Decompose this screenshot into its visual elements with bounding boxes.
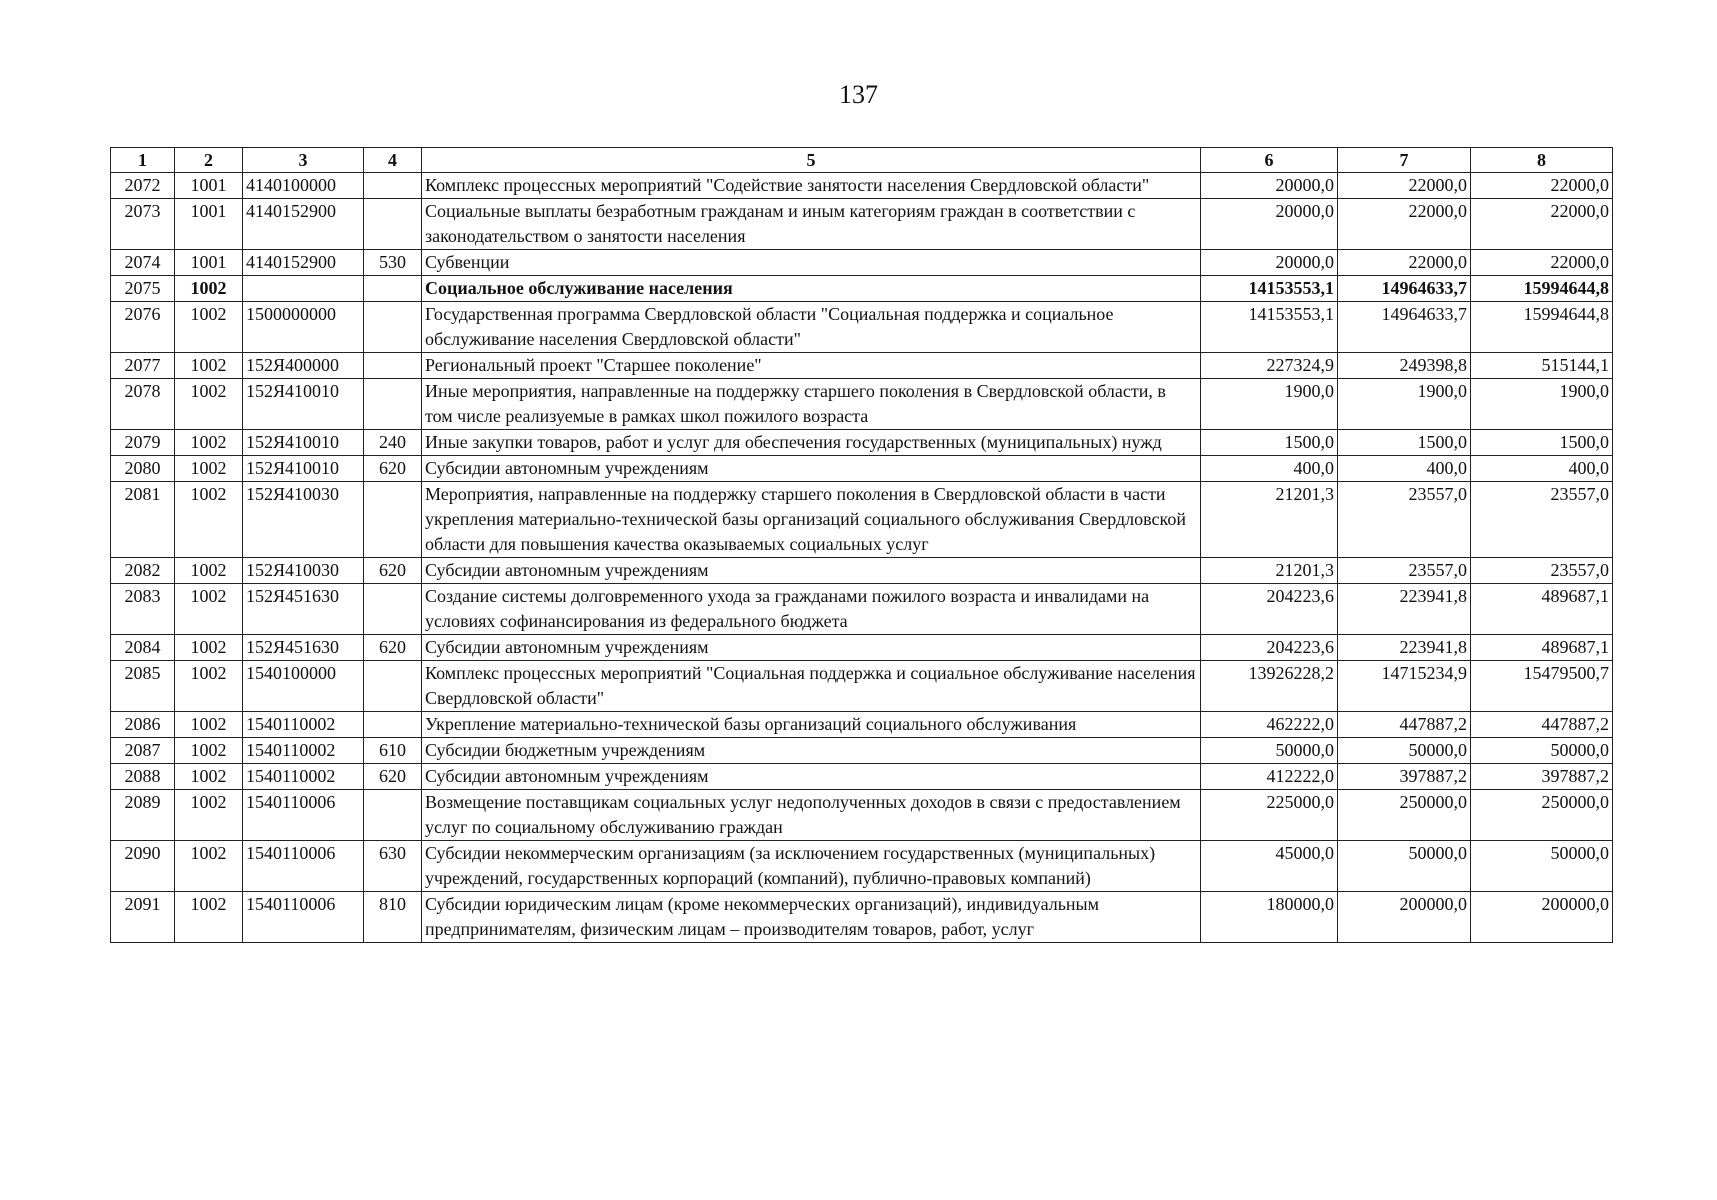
amount-col-8: 1900,0 [1471, 379, 1613, 430]
section-code: 1002 [175, 790, 243, 841]
section-code: 1002 [175, 482, 243, 558]
amount-col-6: 204223,6 [1201, 584, 1338, 635]
amount-col-8: 23557,0 [1471, 482, 1613, 558]
row-number: 2086 [111, 712, 175, 738]
row-number: 2076 [111, 302, 175, 353]
section-code: 1002 [175, 302, 243, 353]
section-code: 1001 [175, 250, 243, 276]
amount-col-7: 23557,0 [1338, 558, 1471, 584]
target-article-code: 1540110006 [243, 841, 364, 892]
amount-col-8: 1500,0 [1471, 430, 1613, 456]
amount-col-6: 180000,0 [1201, 892, 1338, 943]
item-name: Субсидии автономным учреждениям [422, 635, 1201, 661]
target-article-code: 1540110002 [243, 764, 364, 790]
header-cell: 3 [243, 148, 364, 173]
target-article-code: 152Я410030 [243, 558, 364, 584]
target-article-code: 4140152900 [243, 199, 364, 250]
target-article-code: 152Я410010 [243, 379, 364, 430]
amount-col-6: 21201,3 [1201, 482, 1338, 558]
expense-type-code: 530 [364, 250, 422, 276]
table-row [111, 764, 1613, 790]
row-number: 2087 [111, 738, 175, 764]
table-row [111, 712, 1613, 738]
header-cell: 5 [422, 148, 1201, 173]
amount-col-7: 250000,0 [1338, 790, 1471, 841]
amount-col-6: 21201,3 [1201, 558, 1338, 584]
table-row [111, 353, 1613, 379]
amount-col-8: 22000,0 [1471, 250, 1613, 276]
amount-col-8: 489687,1 [1471, 584, 1613, 635]
table-row [111, 276, 1613, 302]
header-cell: 7 [1338, 148, 1471, 173]
amount-col-6: 50000,0 [1201, 738, 1338, 764]
row-number: 2078 [111, 379, 175, 430]
amount-col-6: 225000,0 [1201, 790, 1338, 841]
amount-col-8: 15479500,7 [1471, 661, 1613, 712]
item-name: Иные мероприятия, направленные на поддержку старшего поколения в Свердловской области, в том числе реализуемые в рамках школ пожилого возраста [422, 379, 1201, 430]
row-number: 2090 [111, 841, 175, 892]
expense-type-code [364, 661, 422, 712]
section-code: 1002 [175, 353, 243, 379]
row-number: 2077 [111, 353, 175, 379]
expense-type-code [364, 302, 422, 353]
section-code: 1001 [175, 199, 243, 250]
amount-col-7: 50000,0 [1338, 841, 1471, 892]
amount-col-8: 15994644,8 [1471, 302, 1613, 353]
amount-col-6: 20000,0 [1201, 250, 1338, 276]
expense-type-code [364, 199, 422, 250]
amount-col-7: 22000,0 [1338, 173, 1471, 199]
table-row [111, 482, 1613, 558]
expense-type-code: 630 [364, 841, 422, 892]
amount-col-6: 227324,9 [1201, 353, 1338, 379]
header-cell: 2 [175, 148, 243, 173]
amount-col-7: 50000,0 [1338, 738, 1471, 764]
amount-col-6: 45000,0 [1201, 841, 1338, 892]
target-article-code [243, 276, 364, 302]
item-name: Мероприятия, направленные на поддержку старшего поколения в Свердловской области в части укрепления материально-технической базы организаций социального обслуживания Свердловской области для повышения качества оказываемых социальных услуг [422, 482, 1201, 558]
row-number: 2074 [111, 250, 175, 276]
table-row [111, 430, 1613, 456]
amount-col-7: 223941,8 [1338, 584, 1471, 635]
section-code: 1002 [175, 379, 243, 430]
amount-col-7: 14964633,7 [1338, 302, 1471, 353]
expense-type-code [364, 379, 422, 430]
section-code: 1002 [175, 430, 243, 456]
item-name: Социальные выплаты безработным гражданам и иным категориям граждан в соответствии с законодательством о занятости населения [422, 199, 1201, 250]
amount-col-7: 400,0 [1338, 456, 1471, 482]
target-article-code: 152Я410010 [243, 430, 364, 456]
amount-col-8: 50000,0 [1471, 738, 1613, 764]
section-code: 1002 [175, 276, 243, 302]
amount-col-6: 462222,0 [1201, 712, 1338, 738]
table-row [111, 302, 1613, 353]
amount-col-8: 15994644,8 [1471, 276, 1613, 302]
expense-type-code: 810 [364, 892, 422, 943]
target-article-code: 152Я451630 [243, 635, 364, 661]
amount-col-6: 20000,0 [1201, 173, 1338, 199]
item-name: Субвенции [422, 250, 1201, 276]
section-code: 1001 [175, 173, 243, 199]
table-body [111, 173, 1613, 943]
item-name: Субсидии автономным учреждениям [422, 764, 1201, 790]
page-number: 137 [839, 80, 878, 109]
amount-col-6: 14153553,1 [1201, 302, 1338, 353]
section-code: 1002 [175, 584, 243, 635]
target-article-code: 152Я400000 [243, 353, 364, 379]
item-name: Субсидии автономным учреждениям [422, 456, 1201, 482]
section-code: 1002 [175, 661, 243, 712]
item-name: Укрепление материально-технической базы организаций социального обслуживания [422, 712, 1201, 738]
item-name: Субсидии юридическим лицам (кроме некоммерческих организаций), индивидуальным предпринимателям, физическим лицам – производителям товаров, работ, услуг [422, 892, 1201, 943]
item-name: Субсидии некоммерческим организациям (за исключением государственных (муниципальных) учреждений, государственных корпораций (компаний), публично-правовых компаний) [422, 841, 1201, 892]
expense-type-code [364, 173, 422, 199]
row-number: 2079 [111, 430, 175, 456]
amount-col-8: 22000,0 [1471, 199, 1613, 250]
item-name: Иные закупки товаров, работ и услуг для обеспечения государственных (муниципальных) нужд [422, 430, 1201, 456]
target-article-code: 152Я410030 [243, 482, 364, 558]
table-row [111, 661, 1613, 712]
row-number: 2081 [111, 482, 175, 558]
expense-type-code: 620 [364, 635, 422, 661]
row-number: 2072 [111, 173, 175, 199]
section-code: 1002 [175, 841, 243, 892]
target-article-code: 1540110006 [243, 892, 364, 943]
row-number: 2085 [111, 661, 175, 712]
amount-col-6: 20000,0 [1201, 199, 1338, 250]
amount-col-8: 22000,0 [1471, 173, 1613, 199]
expense-type-code: 240 [364, 430, 422, 456]
target-article-code: 1540110006 [243, 790, 364, 841]
row-number: 2084 [111, 635, 175, 661]
item-name: Социальное обслуживание населения [422, 276, 1201, 302]
table-row [111, 841, 1613, 892]
amount-col-8: 200000,0 [1471, 892, 1613, 943]
expense-type-code [364, 712, 422, 738]
section-code: 1002 [175, 738, 243, 764]
row-number: 2082 [111, 558, 175, 584]
section-code: 1002 [175, 456, 243, 482]
amount-col-7: 223941,8 [1338, 635, 1471, 661]
section-code: 1002 [175, 558, 243, 584]
amount-col-6: 400,0 [1201, 456, 1338, 482]
expense-type-code [364, 276, 422, 302]
header-row [111, 148, 1613, 173]
amount-col-8: 250000,0 [1471, 790, 1613, 841]
header-cell: 6 [1201, 148, 1338, 173]
expense-type-code: 620 [364, 558, 422, 584]
item-name: Субсидии бюджетным учреждениям [422, 738, 1201, 764]
amount-col-7: 22000,0 [1338, 199, 1471, 250]
amount-col-6: 14153553,1 [1201, 276, 1338, 302]
table-row [111, 379, 1613, 430]
amount-col-7: 1500,0 [1338, 430, 1471, 456]
amount-col-8: 50000,0 [1471, 841, 1613, 892]
amount-col-8: 489687,1 [1471, 635, 1613, 661]
row-number: 2075 [111, 276, 175, 302]
amount-col-7: 1900,0 [1338, 379, 1471, 430]
budget-table [110, 147, 1613, 943]
table-row [111, 584, 1613, 635]
row-number: 2080 [111, 456, 175, 482]
item-name: Комплекс процессных мероприятий "Социальная поддержка и социальное обслуживание населения Свердловской области" [422, 661, 1201, 712]
amount-col-7: 23557,0 [1338, 482, 1471, 558]
header-cell: 1 [111, 148, 175, 173]
section-code: 1002 [175, 764, 243, 790]
target-article-code: 4140152900 [243, 250, 364, 276]
table-row [111, 892, 1613, 943]
section-code: 1002 [175, 892, 243, 943]
amount-col-7: 200000,0 [1338, 892, 1471, 943]
amount-col-6: 13926228,2 [1201, 661, 1338, 712]
header-cell: 4 [364, 148, 422, 173]
row-number: 2089 [111, 790, 175, 841]
table-row [111, 790, 1613, 841]
target-article-code: 1540110002 [243, 712, 364, 738]
row-number: 2083 [111, 584, 175, 635]
amount-col-7: 397887,2 [1338, 764, 1471, 790]
header-cell: 8 [1471, 148, 1613, 173]
row-number: 2073 [111, 199, 175, 250]
expense-type-code: 620 [364, 456, 422, 482]
amount-col-8: 397887,2 [1471, 764, 1613, 790]
item-name: Возмещение поставщикам социальных услуг недополученных доходов в связи с предоставлением услуг по социальному обслуживанию граждан [422, 790, 1201, 841]
item-name: Создание системы долговременного ухода за гражданами пожилого возраста и инвалидами на условиях софинансирования из федерального бюджета [422, 584, 1201, 635]
amount-col-6: 1900,0 [1201, 379, 1338, 430]
expense-type-code: 610 [364, 738, 422, 764]
amount-col-8: 400,0 [1471, 456, 1613, 482]
target-article-code: 1540100000 [243, 661, 364, 712]
row-number: 2091 [111, 892, 175, 943]
item-name: Государственная программа Свердловской области "Социальная поддержка и социальное обслуживание населения Свердловской области" [422, 302, 1201, 353]
table-row [111, 635, 1613, 661]
target-article-code: 4140100000 [243, 173, 364, 199]
amount-col-7: 447887,2 [1338, 712, 1471, 738]
item-name: Региональный проект "Старшее поколение" [422, 353, 1201, 379]
expense-type-code: 620 [364, 764, 422, 790]
table-row [111, 558, 1613, 584]
section-code: 1002 [175, 712, 243, 738]
target-article-code: 1540110002 [243, 738, 364, 764]
expense-type-code [364, 482, 422, 558]
amount-col-8: 23557,0 [1471, 558, 1613, 584]
amount-col-7: 14715234,9 [1338, 661, 1471, 712]
amount-col-6: 412222,0 [1201, 764, 1338, 790]
table-row [111, 199, 1613, 250]
target-article-code: 152Я451630 [243, 584, 364, 635]
amount-col-6: 1500,0 [1201, 430, 1338, 456]
amount-col-7: 249398,8 [1338, 353, 1471, 379]
item-name: Субсидии автономным учреждениям [422, 558, 1201, 584]
amount-col-6: 204223,6 [1201, 635, 1338, 661]
table-row [111, 456, 1613, 482]
amount-col-8: 515144,1 [1471, 353, 1613, 379]
section-code: 1002 [175, 635, 243, 661]
table-row [111, 738, 1613, 764]
target-article-code: 1500000000 [243, 302, 364, 353]
target-article-code: 152Я410010 [243, 456, 364, 482]
expense-type-code [364, 790, 422, 841]
item-name: Комплекс процессных мероприятий "Содействие занятости населения Свердловской области" [422, 173, 1201, 199]
expense-type-code [364, 584, 422, 635]
expense-type-code [364, 353, 422, 379]
row-number: 2088 [111, 764, 175, 790]
amount-col-7: 14964633,7 [1338, 276, 1471, 302]
amount-col-8: 447887,2 [1471, 712, 1613, 738]
table-row [111, 173, 1613, 199]
table-row [111, 250, 1613, 276]
amount-col-7: 22000,0 [1338, 250, 1471, 276]
